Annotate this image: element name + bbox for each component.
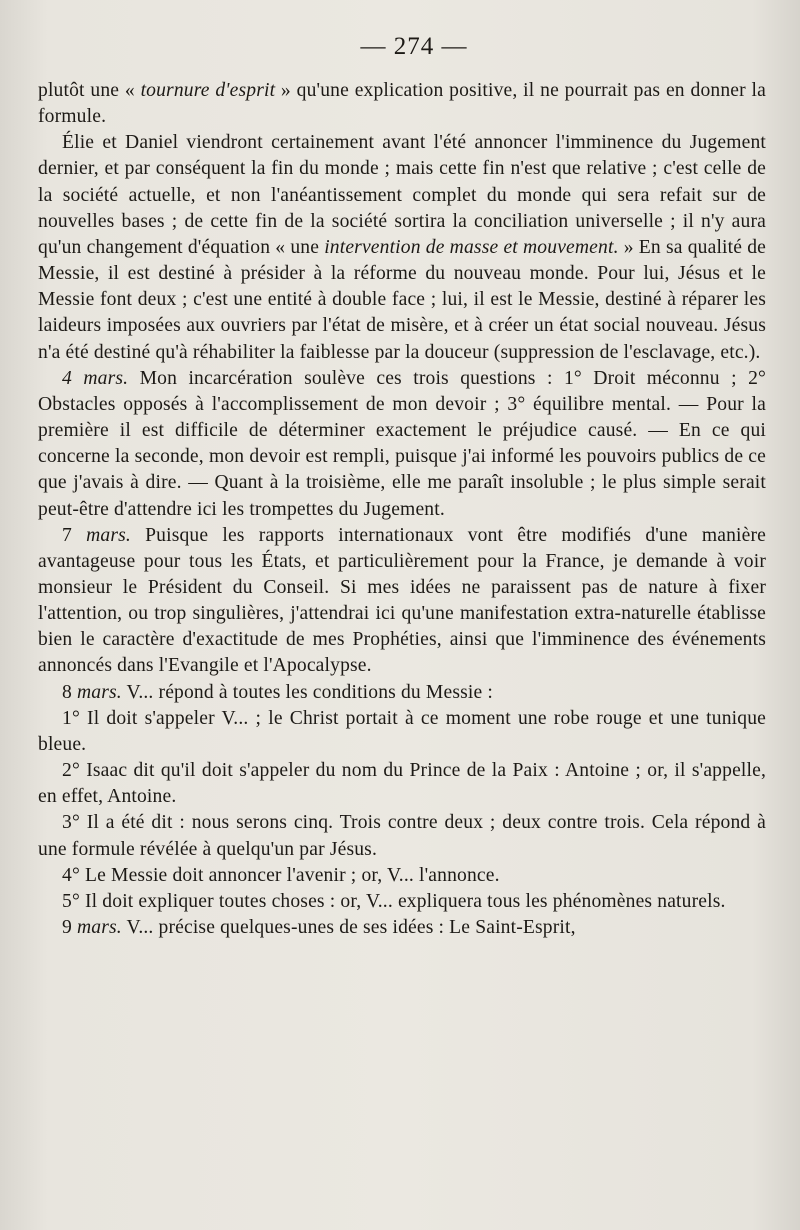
paragraph xyxy=(38,130,766,365)
text-segment: plutôt une « xyxy=(38,80,141,101)
text-segment: 3° Il a été dit : nous serons cinq. Trois contre deux ; deux contre trois. Cela répond à une formule révélée à quelqu'un par Jésus. xyxy=(38,812,766,860)
italic-text: intervention de masse et mouvement. xyxy=(324,236,619,258)
italic-text: mars. xyxy=(77,917,122,938)
text-segment: 5° Il doit expliquer toutes choses : or, V... expliquera tous les phénomènes naturels. xyxy=(62,890,726,912)
paragraph xyxy=(38,706,766,758)
italic-text: mars. xyxy=(77,681,122,703)
paragraph xyxy=(38,863,766,889)
text-segment: 7 xyxy=(62,524,87,546)
paragraph xyxy=(38,915,766,941)
text-segment: V... précise quelques-unes de ses idées : Le Saint-Esprit, xyxy=(121,917,576,938)
paragraph xyxy=(38,78,766,130)
text-segment: 1° Il doit s'appeler V... ; le Christ portait à ce moment une robe rouge et une tunique bleue. xyxy=(38,707,766,755)
text-segment: V... répond à toutes les conditions du Messie : xyxy=(121,681,493,703)
paragraph xyxy=(38,366,766,523)
text-segment: 9 xyxy=(62,917,77,938)
paragraph xyxy=(38,680,766,706)
italic-text: mars. xyxy=(86,524,131,546)
text-segment: » En sa qualité de Messie, il est destiné à présider à la réforme du nouveau monde. Pour lui, Jésus et le Messie font deux ; c'est une entité à double face ; lui, il est le Messie, destiné à réparer les laideurs imposées aux ouvriers par l'état de misère, et à créer un état social nouveau. Jésus n'a été destiné qu'à réhabiliter la faiblesse par la douceur (suppression de l'esclavage, etc.). xyxy=(38,236,766,363)
paragraph xyxy=(38,758,766,810)
text-segment: 4° Le Messie doit annoncer l'avenir ; or, V... l'annonce. xyxy=(62,864,500,886)
italic-text: 4 mars. xyxy=(62,367,129,389)
page-body xyxy=(38,78,766,941)
text-segment: 2° Isaac dit qu'il doit s'appeler du nom du Prince de la Paix : Antoine ; or, il s'appelle, en effet, Antoine. xyxy=(38,760,766,808)
text-segment: Puisque les rapports internationaux vont être modifiés d'une manière avantageuse pour tous les États, et particulièrement pour la France, je demande à voir monsieur le Président du Conseil. Si mes idées ne paraissent pas de nature à fixer l'attention, ou trop singulières, j'attendrai ici qu'une manifestation extra-naturelle établisse bien le caractère d'exactitude de mes Prophéties, ainsi que l'imminence des événements annoncés dans l'Evangile et l'Apocalypse. xyxy=(38,524,766,677)
text-segment: 8 xyxy=(62,681,77,703)
text-segment: Élie et Daniel viendront certainement avant l'été annoncer l'imminence du Jugement dernier, et par conséquent la fin du monde ; mais cette fin n'est que relative ; c'est celle de la société actuelle, et non l'anéantissement complet du monde qui sera refait sur de nouvelles bases ; de cette fin de la société sortira la conciliation universelle ; il n'y aura qu'un changement d'équation « une xyxy=(38,132,766,258)
paragraph xyxy=(38,810,766,862)
italic-text: tournure d'esprit xyxy=(140,80,276,101)
paragraph xyxy=(38,523,766,680)
paragraph xyxy=(38,889,766,915)
text-segment: » qu'une explication positive, il ne pourrait pas en donner la formule. xyxy=(38,80,766,128)
text-segment: Mon incarcération soulève ces trois questions : 1° Droit méconnu ; 2° Obstacles opposés à l'accomplissement de mon devoir ; 3° équilibre mental. — Pour la première il est difficile de déterminer exactement le préjudice causé. — En ce qui concerne la seconde, mon devoir est rempli, puisque j'ai informé les pouvoirs publics de ce que j'avais à dire. — Quant à la troisième, elle me paraît insoluble ; le plus simple serait peut-être d'attendre ici les trompettes du Jugement. xyxy=(38,367,766,520)
page-number: — 274 — xyxy=(360,33,468,60)
